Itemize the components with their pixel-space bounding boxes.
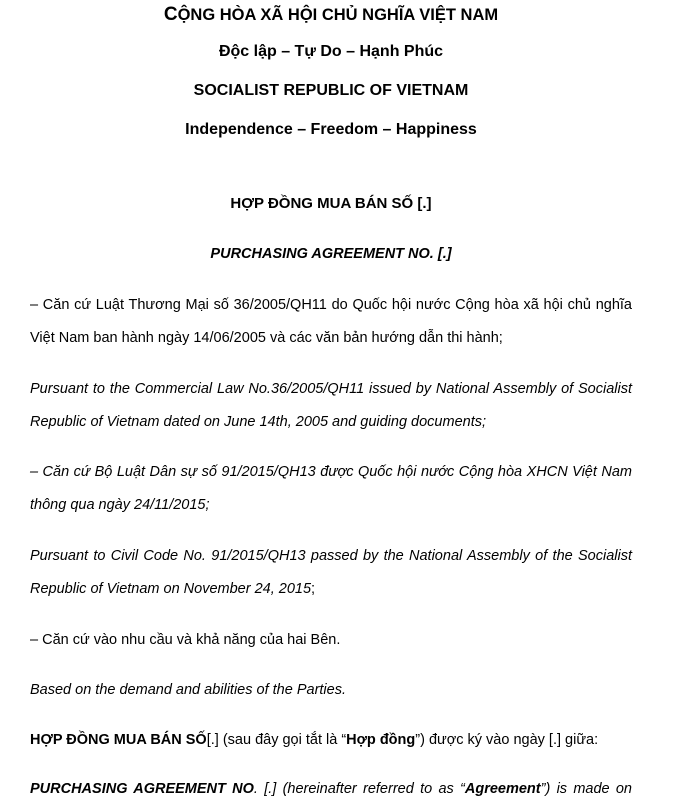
paragraph-line: thông qua ngày 24/11/2015; [30, 497, 210, 513]
en-document-title: PURCHASING AGREEMENT NO. [.] [210, 246, 452, 262]
paragraph-line: HỢP ĐỒNG MUA BÁN SỐ[.] (sau đây gọi tắt là “Hợp đồng”) được ký vào ngày [.] giữa: [30, 732, 599, 748]
paragraph-line: PURCHASING AGREEMENT NO. [.] (hereinafter referred to as “Agreement”) is made on [30, 781, 632, 797]
paragraph-demand-vn [30, 624, 632, 657]
paragraph-commercial-law-en [30, 373, 632, 439]
en-motto-heading: Independence – Freedom – Happiness [185, 121, 477, 138]
paragraph-agreement-intro-vn [30, 724, 632, 757]
vn-country-heading: CỘNG HÒA XÃ HỘI CHỦ NGHĨA VIỆT NAM [163, 4, 499, 25]
paragraph-line: Việt Nam ban hành ngày 14/06/2005 và các văn bản hướng dẫn thi hành; [30, 330, 503, 346]
paragraph-line: Republic of Vietnam dated on June 14th, 2005 and guiding documents; [30, 414, 487, 430]
paragraph-demand-en [30, 674, 632, 707]
paragraph-line: – Căn cứ vào nhu cầu và khả năng của hai Bên. [30, 632, 341, 648]
vn-motto-heading: Độc lập – Tự Do – Hạnh Phúc [218, 43, 444, 60]
paragraph-line: Republic of Vietnam on November 24, 2015; [30, 581, 316, 597]
paragraph-agreement-intro-en [30, 773, 632, 806]
en-country-heading: SOCIALIST REPUBLIC OF VIETNAM [193, 82, 469, 99]
paragraph-civil-code-vn [30, 456, 632, 522]
paragraph-commercial-law-vn [30, 289, 632, 355]
paragraph-line: Pursuant to Civil Code No. 91/2015/QH13 passed by the National Assembly of the Socialist [30, 548, 632, 564]
paragraph-civil-code-en [30, 540, 632, 606]
paragraph-line: Pursuant to the Commercial Law No.36/2005/QH11 issued by National Assembly of Socialist [30, 381, 632, 397]
paragraph-line: Based on the demand and abilities of the Parties. [30, 682, 346, 698]
vn-document-title: HỢP ĐỒNG MUA BÁN SỐ [.] [230, 195, 432, 212]
paragraph-line: – Căn cứ Bộ Luật Dân sự số 91/2015/QH13 được Quốc hội nước Cộng hòa XHCN Việt Nam [30, 464, 632, 480]
paragraph-line: – Căn cứ Luật Thương Mại số 36/2005/QH11 do Quốc hội nước Cộng hòa xã hội chủ nghĩa [30, 297, 632, 313]
